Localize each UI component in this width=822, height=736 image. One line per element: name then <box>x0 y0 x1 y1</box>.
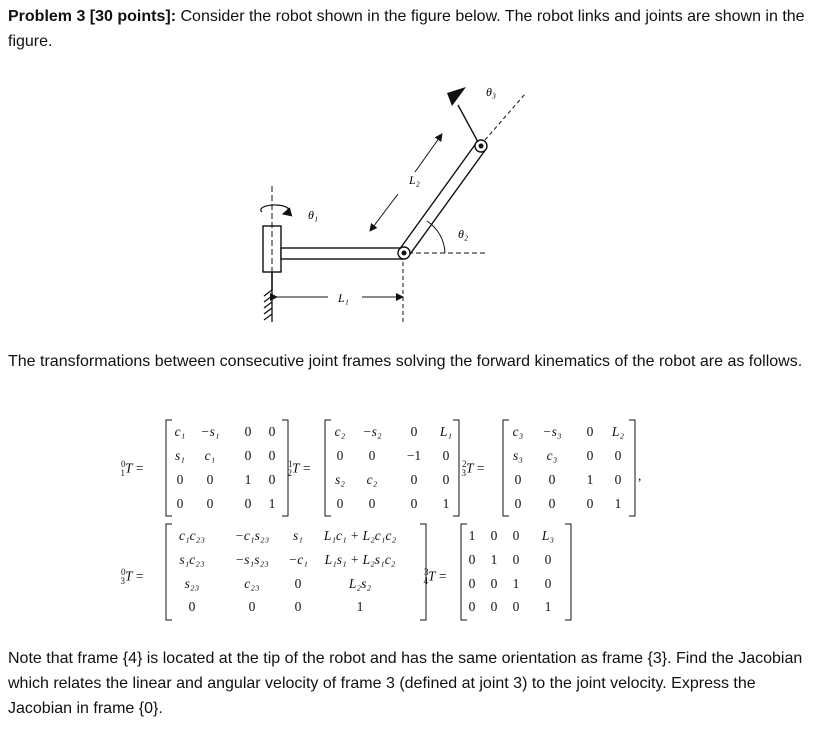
matrix-T01-label: $^0_1$T = <box>120 459 144 479</box>
matrix-cell: c₁c₂₃ <box>178 528 206 543</box>
matrix-cell: s₁c₂₃ <box>179 552 205 567</box>
matrix-cell: 0 <box>468 599 476 614</box>
matrix-cell: L₂s₂ <box>348 576 372 591</box>
L1-label: L₁ <box>338 291 349 305</box>
matrix-T23-label: $^2_3$T = <box>461 459 485 479</box>
matrix-cell: 1 <box>244 472 252 487</box>
matrix-cell: 0 <box>294 599 302 614</box>
matrix-T12-label: $^1_2$T = <box>287 459 311 479</box>
matrix-cell: 0 <box>614 472 622 487</box>
matrix-cell: 1 <box>512 576 520 591</box>
matrix-cell: 0 <box>586 448 594 463</box>
matrix-cell: 1 <box>544 599 552 614</box>
matrix-cell: 1 <box>614 496 622 511</box>
matrix-cell: s₃ <box>513 448 523 463</box>
matrix-cell: 0 <box>586 496 594 511</box>
matrix-cell: 0 <box>548 496 556 511</box>
matrix-cell: 0 <box>512 552 520 567</box>
matrix-cell: s₂₃ <box>184 576 200 591</box>
matrix-cell: 0 <box>614 448 622 463</box>
matrix-cell: 0 <box>490 576 498 591</box>
matrix-cell: 0 <box>244 424 252 439</box>
matrix-cell: 0 <box>468 552 476 567</box>
end-effector <box>447 87 466 106</box>
matrix-cell: L₃ <box>541 528 555 543</box>
matrix-cell: 0 <box>490 528 498 543</box>
matrix-cell: −1 <box>406 448 422 463</box>
matrix-cell: 0 <box>548 472 556 487</box>
matrix-cell: c₃ <box>512 424 524 439</box>
matrix-cell: −s₁s₂₃ <box>235 552 269 567</box>
matrix-cell: 0 <box>586 424 594 439</box>
matrix-cell: c₁ <box>174 424 186 439</box>
matrix-cell: 1 <box>586 472 594 487</box>
theta2-label: θ₂ <box>458 227 469 241</box>
matrix-T34-label: $^3_4$T = <box>423 567 447 587</box>
matrix-cell: s₁ <box>175 448 185 463</box>
L2-label: L₂ <box>409 173 420 187</box>
theta1-rotation <box>261 205 289 214</box>
matrix-cell: 0 <box>468 576 476 591</box>
matrix-cell: 0 <box>294 576 302 591</box>
matrix-cell: 0 <box>206 496 214 511</box>
matrix-cell: 0 <box>336 448 344 463</box>
matrix-cell: c₁ <box>204 448 216 463</box>
matrix-cell: 0 <box>544 576 552 591</box>
matrix-cell: c₂ <box>366 472 378 487</box>
matrix-cell: 0 <box>544 552 552 567</box>
matrix-cell: 0 <box>188 599 196 614</box>
matrix-cell: 0 <box>410 424 418 439</box>
matrix-cell: 0 <box>244 496 252 511</box>
matrix-cell: 0 <box>512 528 520 543</box>
matrix-cell: 1 <box>468 528 476 543</box>
matrix-cell: 0 <box>176 496 184 511</box>
matrix-cell: 0 <box>248 599 256 614</box>
matrix-cell: 0 <box>268 472 276 487</box>
link-1 <box>281 248 403 259</box>
matrix-cell: −s₂ <box>362 424 382 439</box>
matrix-T03-label: $^0_3$T = <box>120 567 144 587</box>
matrix-cell: 1 <box>490 552 498 567</box>
matrix-cell: 0 <box>410 496 418 511</box>
matrix-cell: 0 <box>268 448 276 463</box>
problem-title: Problem 3 [30 points]: <box>8 8 177 25</box>
matrix-cell: 0 <box>268 424 276 439</box>
matrix-cell: −s₃ <box>542 424 562 439</box>
matrix-cell: 0 <box>490 599 498 614</box>
matrix-cell: 1 <box>442 496 450 511</box>
matrix-cell: 0 <box>442 472 450 487</box>
matrix-cell: 0 <box>368 448 376 463</box>
matrix-cell: 0 <box>176 472 184 487</box>
matrix-cell: 0 <box>336 496 344 511</box>
matrix-cell: 0 <box>514 496 522 511</box>
matrix-cell: 0 <box>512 599 520 614</box>
matrix-cell: 1 <box>268 496 276 511</box>
matrix-cell: L₁s₁ + L₂s₁c₂ <box>324 552 396 567</box>
matrix-cell: L₂ <box>611 424 625 439</box>
transformations-text: The transformations between consecutive joint frames solving the forward kinematics of the robot are as follows. <box>8 353 803 370</box>
matrix-cell: s₂ <box>335 472 345 487</box>
matrix-cell: 0 <box>368 496 376 511</box>
matrix-cell: c₂ <box>334 424 346 439</box>
matrix-cell: 0 <box>514 472 522 487</box>
note-text: Note that frame {4} is located at the tip of the robot and has the same orientation as frame {3}. Find the Jacobian which relates the linear and angular velocity of frame 3 (defined at joint 3) to the joint velocity. Express the Jacobian in frame {0}. <box>8 650 803 717</box>
matrix-cell: c₃ <box>546 448 558 463</box>
matrix-cell: c₂₃ <box>244 576 260 591</box>
matrix-cell: 1 <box>356 599 364 614</box>
matrix-cell: −c₁ <box>288 552 308 567</box>
ground-hatch <box>264 290 272 322</box>
matrix-cell: 0 <box>206 472 214 487</box>
matrix-cell: −c₁s₂₃ <box>234 528 270 543</box>
problem-intro: Consider the robot shown in the figure below. The robot links and joints are shown in the figure. <box>8 8 805 50</box>
matrix-cell: −s₁ <box>200 424 220 439</box>
matrix-cell: 0 <box>244 448 252 463</box>
theta1-label: θ₁ <box>308 208 319 222</box>
matrix-cell: L₁c₁ + L₂c₁c₂ <box>323 528 397 543</box>
robot-figure <box>230 75 550 335</box>
comma: , <box>638 468 642 483</box>
matrix-cell: s₁ <box>293 528 303 543</box>
matrix-cell: 0 <box>442 448 450 463</box>
matrix-cell: L₁ <box>439 424 453 439</box>
problem-statement <box>8 4 814 54</box>
theta3-label: θ₃ <box>486 85 497 99</box>
matrix-cell: 0 <box>410 472 418 487</box>
